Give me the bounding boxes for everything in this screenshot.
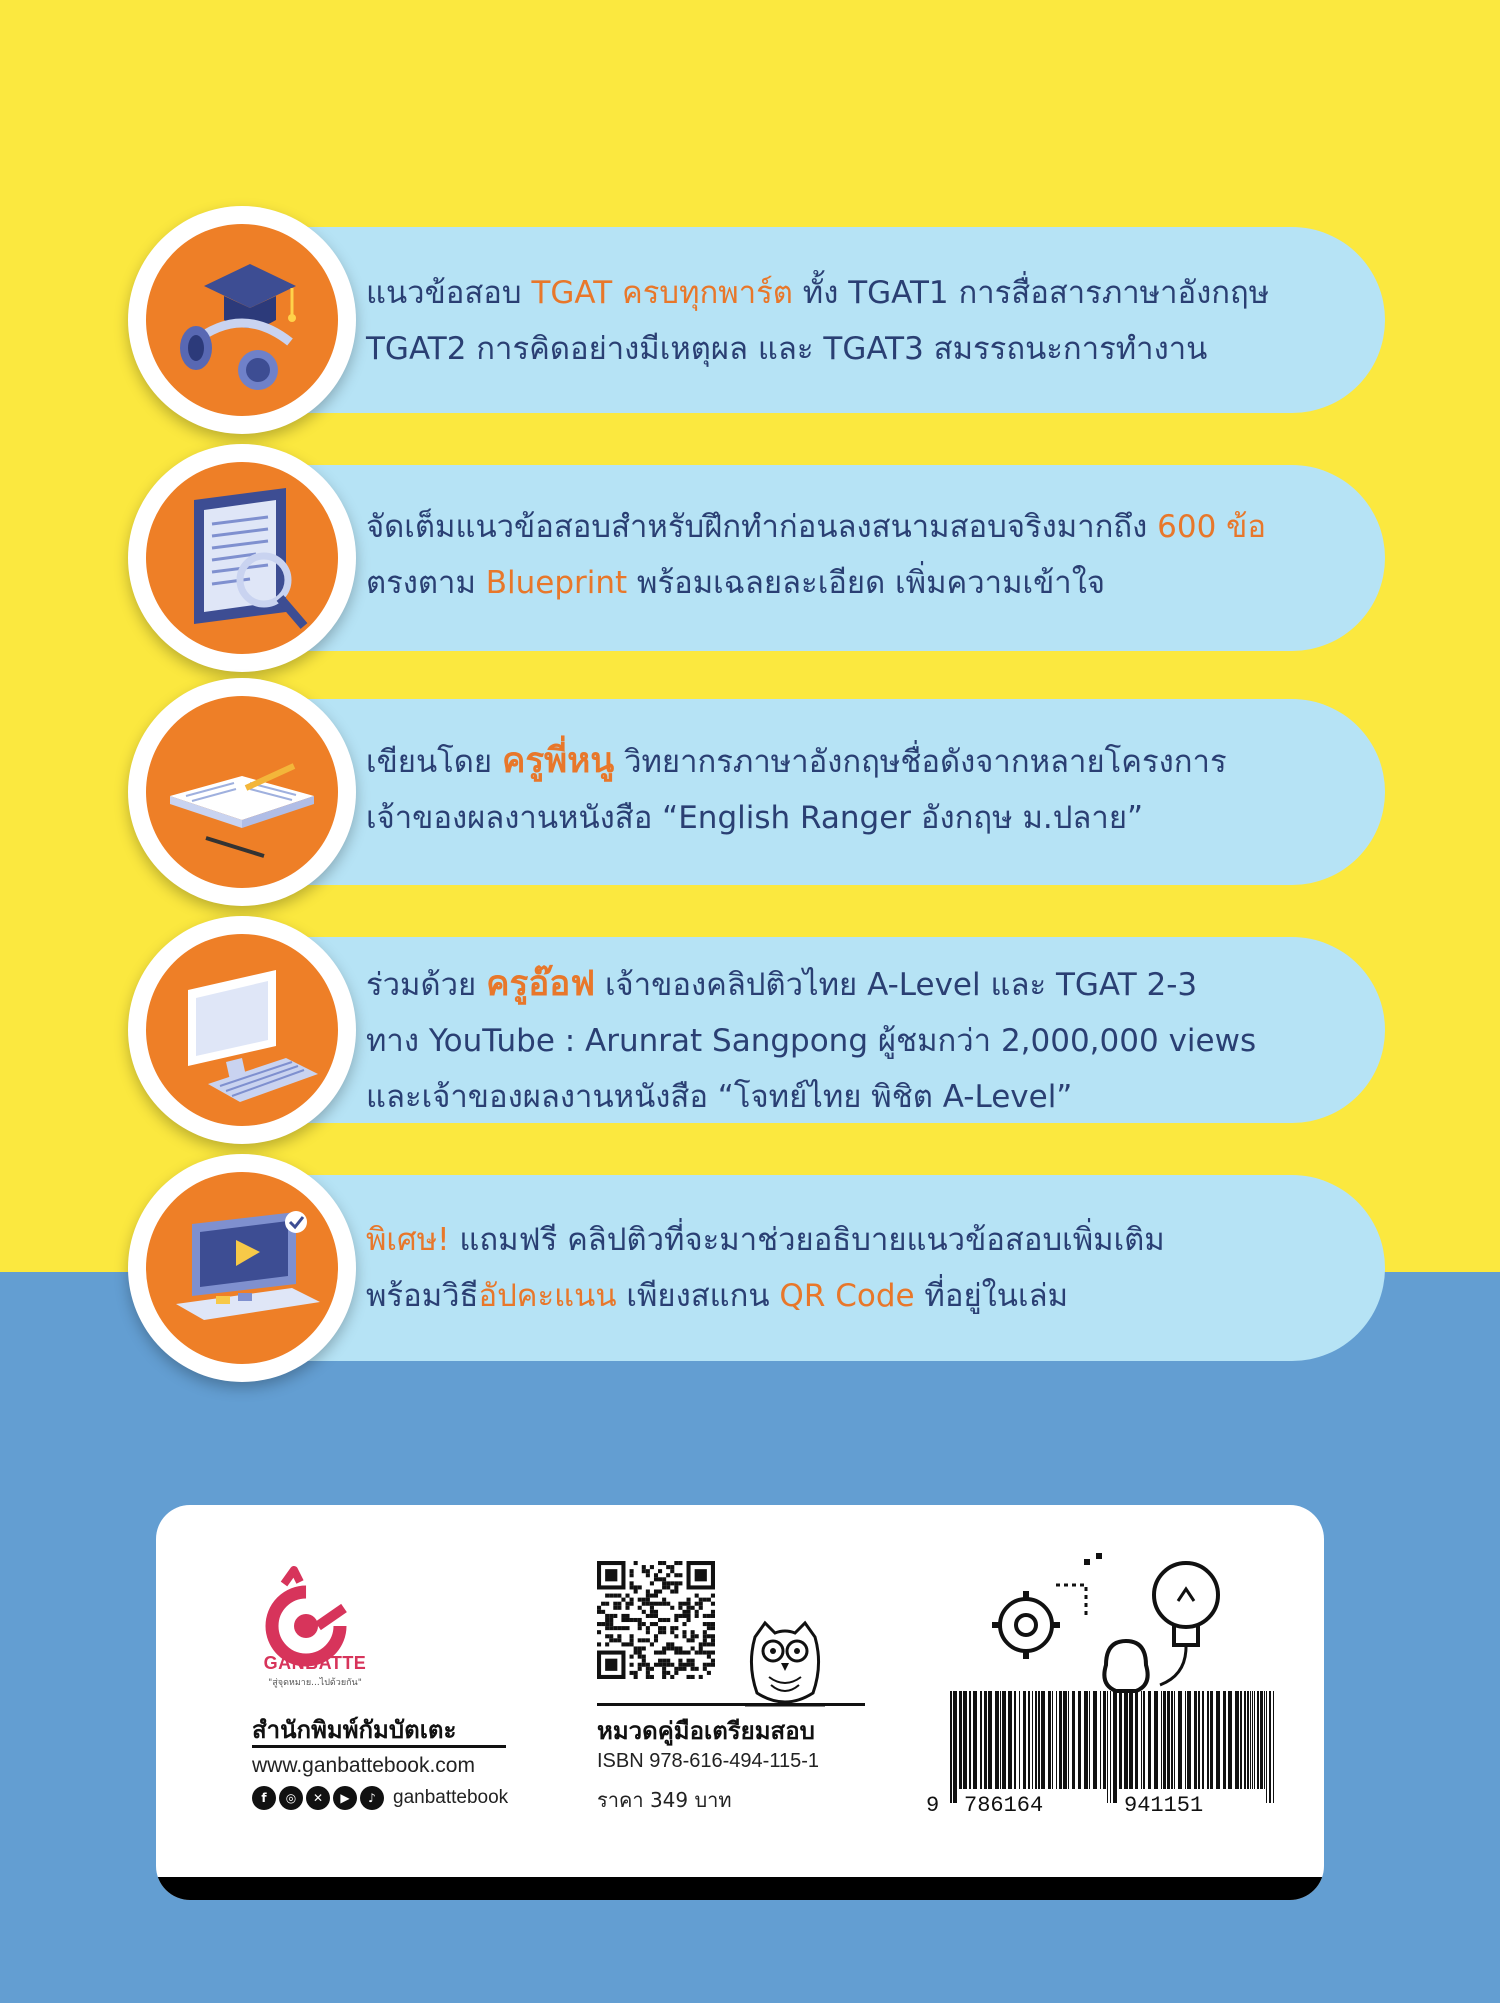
exam-paper-magnifier-icon xyxy=(146,462,338,654)
highlight-text: TGAT ครบทุกพาร์ต xyxy=(531,275,793,311)
highlight-text: พิเศษ! xyxy=(366,1222,450,1258)
feature-text-3 xyxy=(366,733,1366,846)
highlight-text: ครูอ๊อฟ xyxy=(486,964,596,1004)
highlight-text: QR Code xyxy=(779,1278,915,1314)
feature-text-segment: พร้อมเฉลยละเอียด เพิ่มความเข้าใจ xyxy=(627,565,1106,601)
card-bottom-bar xyxy=(156,1877,1324,1900)
feature-text-segment: แถมฟรี คลิปติวที่จะมาช่วยอธิบายแนวข้อสอบเพิ่มเติม xyxy=(449,1222,1165,1258)
feature-badge-4 xyxy=(128,916,356,1144)
feature-text-1 xyxy=(366,265,1366,377)
feature-text-segment: ร่วมด้วย xyxy=(366,967,487,1003)
graduation-cap-headphones-icon xyxy=(146,224,338,416)
feature-text-segment: เจ้าของคลิปติวไทย A-Level และ TGAT 2-3 xyxy=(595,967,1198,1003)
feature-text-2 xyxy=(366,499,1366,611)
feature-line xyxy=(366,321,1366,377)
feature-line xyxy=(366,555,1366,611)
feature-line xyxy=(366,1212,1366,1268)
publisher-slogan: "สู่จุดหมาย...ไปด้วยกัน" xyxy=(268,1678,362,1688)
feature-text-4 xyxy=(366,956,1366,1125)
publisher-info-card xyxy=(156,1505,1324,1900)
highlight-text: Blueprint xyxy=(485,565,628,601)
book-isbn: ISBN 978-616-494-115-1 xyxy=(597,1750,819,1772)
feature-text-segment: เพียงสแกน xyxy=(616,1278,780,1314)
book-price: ราคา 349 บาท xyxy=(597,1788,732,1812)
publisher-brand: GANBATTE xyxy=(263,1653,367,1673)
feature-text-segment: พร้อมวิธี xyxy=(366,1278,479,1314)
book-category: หมวดคู่มือเตรียมสอบ xyxy=(597,1717,815,1745)
feature-badge-5 xyxy=(128,1154,356,1382)
social-handle: ganbattebook xyxy=(393,1787,509,1808)
barcode-prefix: 9 xyxy=(926,1793,940,1818)
barcode-left-digits: 786164 xyxy=(964,1793,1044,1818)
feature-line xyxy=(366,499,1366,555)
feature-text-segment: TGAT2 การคิดอย่างมีเหตุผล และ TGAT3 สมรรถนะการทำงาน xyxy=(366,331,1208,367)
owl-icon xyxy=(741,1615,829,1713)
feature-text-5 xyxy=(366,1212,1366,1324)
feature-text-segment: ที่อยู่ในเล่ม xyxy=(914,1278,1069,1314)
instagram-icon[interactable]: ◎ xyxy=(279,1786,303,1810)
barcode-right-digits: 941151 xyxy=(1124,1793,1204,1818)
feature-line xyxy=(366,733,1366,790)
feature-text-segment: เขียนโดย xyxy=(366,744,502,780)
publisher-website[interactable]: www.ganbattebook.com xyxy=(252,1754,475,1777)
feature-line xyxy=(366,790,1366,846)
feature-text-segment: เจ้าของผลงานหนังสือ “English Ranger อังกฤษ ม.ปลาย” xyxy=(366,800,1144,836)
qr-code[interactable] xyxy=(597,1561,715,1679)
feature-text-segment: และเจ้าของผลงานหนังสือ “โจทย์ไทย พิชิต A-Level” xyxy=(366,1079,1073,1115)
feature-line xyxy=(366,956,1366,1013)
highlight-text: อัปคะแนน xyxy=(478,1278,617,1314)
feature-text-segment: ตรงตาม xyxy=(366,565,486,601)
feature-badge-1 xyxy=(128,206,356,434)
feature-text-segment: ทั้ง TGAT1 การสื่อสารภาษาอังกฤษ xyxy=(792,275,1270,311)
x-icon[interactable]: ✕ xyxy=(306,1786,330,1810)
divider xyxy=(252,1745,506,1748)
feature-badge-3 xyxy=(128,678,356,906)
feature-line xyxy=(366,265,1366,321)
feature-line xyxy=(366,1069,1366,1125)
tiktok-icon[interactable]: ♪ xyxy=(360,1786,384,1810)
feature-text-segment: จัดเต็มแนวข้อสอบสำหรับฝึกทำก่อนลงสนามสอบจริงมากถึง xyxy=(366,509,1158,545)
feature-text-segment: แนวข้อสอบ xyxy=(366,275,532,311)
youtube-icon[interactable]: ▶ xyxy=(333,1786,357,1810)
computer-keyboard-icon xyxy=(146,934,338,1126)
social-links xyxy=(252,1785,508,1811)
highlight-text: 600 ข้อ xyxy=(1157,509,1266,545)
publisher-name: สำนักพิมพ์กัมบัตเตะ xyxy=(252,1716,457,1744)
facebook-icon[interactable]: f xyxy=(252,1786,276,1810)
feature-text-segment: ทาง YouTube : Arunrat Sangpong ผู้ชมกว่า 2,000,000 views xyxy=(366,1023,1257,1059)
feature-badge-2 xyxy=(128,444,356,672)
feature-line xyxy=(366,1268,1366,1324)
highlight-text: ครูพี่หนู xyxy=(501,741,615,781)
feature-text-segment: วิทยากรภาษาอังกฤษชื่อดังจากหลายโครงการ xyxy=(614,744,1227,780)
feature-line xyxy=(366,1013,1366,1069)
laptop-video-play-icon xyxy=(146,1172,338,1364)
open-book-pen-icon xyxy=(146,696,338,888)
divider xyxy=(597,1703,865,1706)
